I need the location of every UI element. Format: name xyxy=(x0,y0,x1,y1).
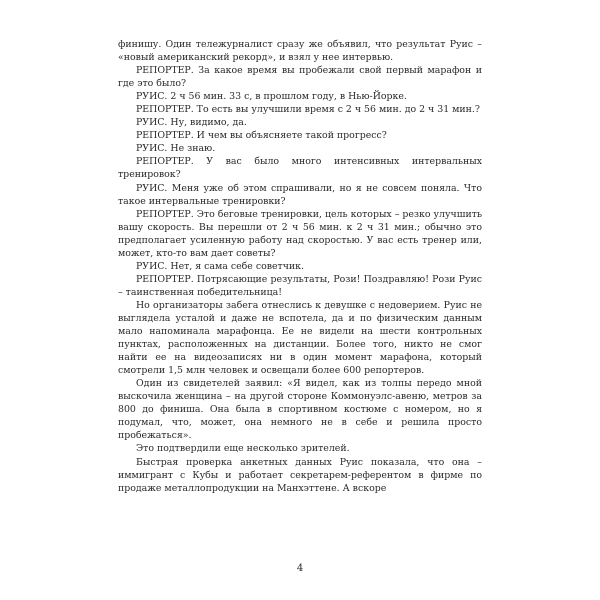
paragraph-confirmation: Это подтвердили еще несколько зрителей. xyxy=(136,443,350,455)
paragraph-witness: Один из свидетелей заявил: «Я видел, как из толпы передо мной выскочила женщина – на другой стороне Коммонуэлс-авеню, метров за 800 до финиша. Она была в спортивном костюме с номером, но я подумал, что, может, она немного не в себе и решила просто пробежаться». xyxy=(118,378,482,442)
paragraph-ruiz-answer-5: РУИС. Нет, я сама себе советчик. xyxy=(136,260,305,272)
paragraph-reporter-conclusion: РЕПОРТЕР. Потрясающие результаты, Рози! Поздравляю! Рози Руис – таинственная победительница! xyxy=(118,273,482,298)
paragraph-ruiz-answer-3: РУИС. Не знаю. xyxy=(136,143,216,155)
paragraph-ruiz-answer-4: РУИС. Меня уже об этом спрашивали, но я не совсем поняла. Что такое интервальные тренировки? xyxy=(118,182,482,207)
page-body-text xyxy=(118,38,482,495)
paragraph-reporter-question-5: РЕПОРТЕР. Это беговые тренировки, цель которых – резко улучшить вашу скорость. Вы перешли от 2 ч 56 мин. к 2 ч 31 мин.; обычно это предполагает усиленную работу над скоростью. У вас есть тренер или, может, кто-то вам дает советы? xyxy=(118,208,482,259)
page-number: 4 xyxy=(296,563,304,574)
paragraph-ruiz-answer-2: РУИС. Ну, видимо, да. xyxy=(136,117,247,129)
paragraph-ruiz-answer-1: РУИС. 2 ч 56 мин. 33 с, в прошлом году, в Нью-Йорке. xyxy=(136,91,407,103)
paragraph-organizers: Но организаторы забега отнеслись к девушке с недоверием. Руис не выглядела усталой и даже не вспотела, да и по физическим данным мало напоминала марафонца. Ее не видели на шести контрольных пунктах, расположенных на дистанции. Более того, никто не смог найти ее на видеозаписях ни в один момент марафона, который смотрели 1,5 млн человек и освещали более 600 репортеров. xyxy=(118,299,482,377)
paragraph-reporter-question-2: РЕПОРТЕР. То есть вы улучшили время с 2 ч 56 мин. до 2 ч 31 мин.? xyxy=(136,104,480,116)
paragraph-reporter-question-3: РЕПОРТЕР. И чем вы объясняете такой прогресс? xyxy=(136,130,387,142)
paragraph-reporter-question-4: РЕПОРТЕР. У вас было много интенсивных интервальных тренировок? xyxy=(118,156,482,181)
paragraph-background-check: Быстрая проверка анкетных данных Руис показала, что она – иммигрант с Кубы и работает секретарем-референтом в фирме по продаже металлопродукции на Манхэттене. А вскоре xyxy=(118,456,482,494)
paragraph-continuation: финишу. Один тележурналист сразу же объявил, что результат Руис – «новый американский рекорд», и взял у нее интервью. xyxy=(118,39,482,64)
paragraph-reporter-question-1: РЕПОРТЕР. За какое время вы пробежали свой первый марафон и где это было? xyxy=(118,65,482,90)
